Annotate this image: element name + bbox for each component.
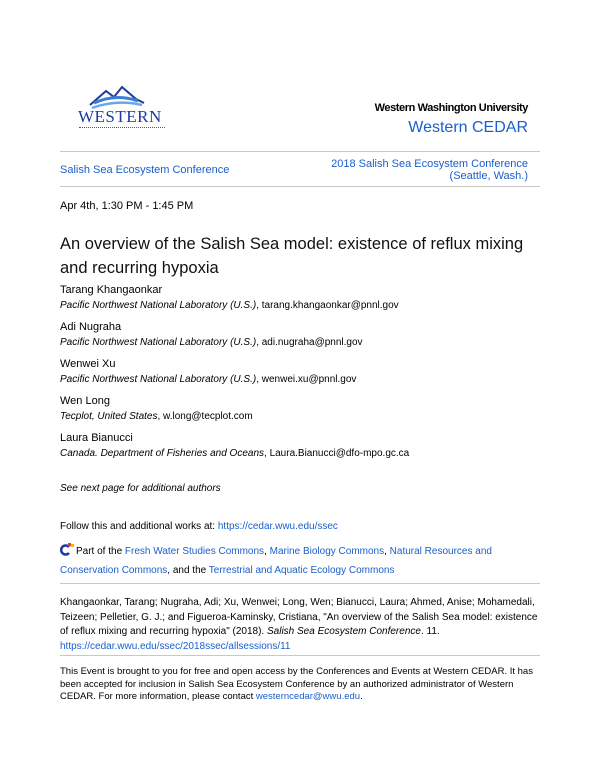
notice-text: This Event is brought to you for free and open access by the Conferences and Events at Western CEDAR. It has been accepted for inclusion in Salish Sea Ecosystem Conference by an authorized administrator of Western CEDAR. For more information, please contact (60, 666, 533, 702)
institution-name: Western Washington University (374, 102, 528, 114)
author-block (60, 431, 409, 461)
conference-line1: 2018 Salish Sea Ecosystem Conference (331, 158, 528, 170)
author-block (60, 320, 363, 350)
separator: , and the (167, 565, 209, 576)
author-affiliation: Pacific Northwest National Laboratory (U.S.), wenwei.xu@pnnl.gov (60, 374, 357, 385)
citation-journal: Salish Sea Ecosystem Conference (266, 626, 421, 637)
commons-link-terrestrial-aquatic[interactable]: Terrestrial and Aquatic Ecology Commons (208, 565, 395, 576)
author-name: Laura Bianucci (60, 432, 133, 444)
follow-label: Follow this and additional works at: (60, 521, 218, 532)
contact-email-link[interactable]: westerncedar@wwu.edu (255, 691, 361, 702)
author-email: adi.nugraha@pnnl.gov (261, 337, 363, 348)
event-date: Apr 4th, 1:30 PM - 1:45 PM (60, 200, 194, 212)
repository-link[interactable]: Western CEDAR (408, 119, 528, 136)
conference-line2: (Seattle, Wash.) (449, 170, 528, 182)
author-block (60, 283, 399, 313)
author-block (60, 357, 356, 387)
follow-line (60, 521, 338, 532)
western-logo (76, 83, 176, 133)
access-notice (60, 666, 540, 704)
author-affiliation: Canada. Department of Fisheries and Oceans, Laura.Bianucci@dfo-mpo.gc.ca (60, 448, 410, 459)
bepress-commons-icon (60, 543, 74, 556)
divider-notice (60, 655, 540, 656)
author-email: w.long@tecplot.com (163, 411, 253, 422)
divider-bottom (60, 186, 540, 187)
divider-top (60, 151, 540, 152)
author-block (60, 394, 253, 424)
commons-link-fresh-water[interactable]: Fresh Water Studies Commons (124, 546, 265, 557)
logo-wordmark: WESTERN (78, 107, 162, 126)
author-name: Adi Nugraha (60, 321, 122, 333)
conference-link[interactable] (331, 158, 528, 182)
citation-number: . 11. (420, 626, 440, 637)
separator: , (264, 546, 270, 557)
author-affiliation: Pacific Northwest National Laboratory (U.S.), tarang.khangaonkar@pnnl.gov (60, 300, 399, 311)
citation-text: Khangaonkar, Tarang; Nugraha, Adi; Xu, Wenwei; Long, Wen; Bianucci, Laura; Ahmed, Anise; Mohamedali, Teizeen; Pelletier, G. J.; and Figueroa-Kaminsky, Cristiana, "An overview of the Salish Sea model: existence of reflux mixing and recurring hypoxia" (2018). (60, 597, 538, 637)
separator: , (384, 546, 390, 557)
citation-url-link[interactable]: https://cedar.wwu.edu/ssec/2018ssec/allsessions/11 (60, 640, 291, 652)
author-email: tarang.khangaonkar@pnnl.gov (261, 300, 399, 311)
divider-citation (60, 583, 540, 584)
recommended-citation (60, 596, 545, 654)
logo-subline (79, 127, 165, 131)
author-affiliation: Pacific Northwest National Laboratory (U.S.), adi.nugraha@pnnl.gov (60, 337, 363, 348)
commons-link-marine-biology[interactable]: Marine Biology Commons (269, 546, 385, 557)
event-title: An overview of the Salish Sea model: existence of reflux mixing and recurring hypoxia (60, 235, 524, 277)
author-name: Tarang Khangaonkar (60, 284, 163, 296)
commons-link-natural-resources[interactable]: Natural Resources and Conservation Commons (60, 546, 492, 576)
author-name: Wen Long (60, 395, 110, 407)
author-affiliation: Tecplot, United States, w.long@tecplot.com (60, 411, 253, 422)
author-name: Wenwei Xu (60, 358, 116, 370)
see-next-page-note: See next page for additional authors (60, 483, 221, 494)
notice-end: . (360, 691, 363, 702)
part-of-prefix: Part of the (76, 546, 125, 557)
author-email: wenwei.xu@pnnl.gov (261, 374, 357, 385)
series-link[interactable]: Salish Sea Ecosystem Conference (60, 164, 230, 176)
author-email: Laura.Bianucci@dfo-mpo.gc.ca (269, 448, 410, 459)
follow-url-link[interactable]: https://cedar.wwu.edu/ssec (217, 521, 338, 532)
part-of-commons (60, 542, 540, 580)
